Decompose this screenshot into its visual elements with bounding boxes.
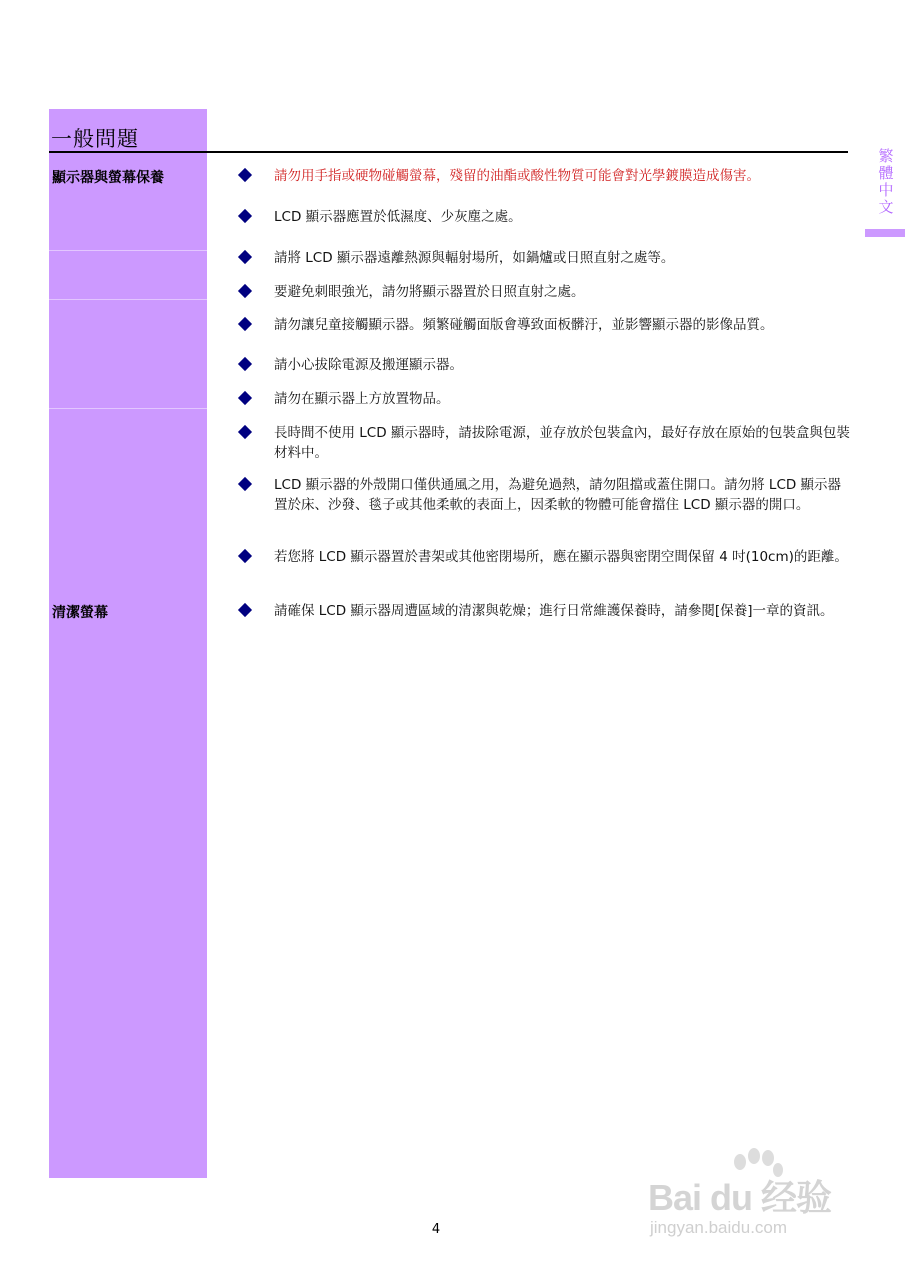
list-item: [236, 423, 850, 463]
list-item-text: 要避免刺眼強光，請勿將顯示器置於日照直射之處。: [274, 284, 585, 300]
list-item-text: LCD 顯示器的外殼開口僅供通風之用，為避免過熱，請勿阻擋或蓋住開口。請勿將 LCD 顯示器置於床、沙發、毯子或其他柔軟的表面上，因柔軟的物體可能會擋住 LCD 顯示器的開口。: [274, 477, 842, 513]
title-rule: [49, 151, 848, 153]
list-item-text: 請小心拔除電源及搬運顯示器。: [274, 357, 463, 373]
diamond-bullet-icon: [238, 425, 252, 439]
diamond-bullet-icon: [238, 209, 252, 223]
language-tab-bar: [865, 229, 905, 237]
language-tab-char: 文: [878, 198, 894, 216]
list-item: [236, 207, 850, 227]
list-item: [236, 475, 850, 515]
baidu-watermark: [640, 1148, 860, 1248]
sidebar-divider: [49, 299, 207, 300]
list-item: [236, 355, 850, 375]
list-item-text: 請勿用手指或硬物碰觸螢幕，殘留的油酯或酸性物質可能會對光學鍍膜造成傷害。: [274, 168, 760, 184]
language-tab-char: 繁: [878, 147, 894, 165]
page-title: 一般問題: [51, 127, 139, 151]
language-tab-char: 中: [878, 181, 894, 199]
list-item: [236, 601, 850, 621]
list-item: [236, 282, 850, 302]
language-tab: [876, 148, 896, 216]
diamond-bullet-icon: [238, 549, 252, 563]
language-tab-char: 體: [878, 164, 894, 182]
list-item: [236, 389, 850, 409]
list-item-text: 請確保 LCD 顯示器周遭區域的清潔與乾燥；進行日常維護保養時，請參閱[保養]一章的資訊。: [274, 603, 834, 619]
diamond-bullet-icon: [238, 284, 252, 298]
list-item: [236, 248, 850, 268]
diamond-bullet-icon: [238, 477, 252, 491]
list-item-text: 若您將 LCD 顯示器置於書架或其他密閉場所，應在顯示器與密閉空間保留 4 吋(10cm)的距離。: [274, 549, 848, 565]
diamond-bullet-icon: [238, 357, 252, 371]
watermark-logo: Bai du 经验: [648, 1177, 832, 1218]
list-item-text: 請勿讓兒童接觸顯示器。頻繁碰觸面版會導致面板髒汙，並影響顯示器的影像品質。: [274, 317, 774, 333]
page-number: 4: [431, 1222, 441, 1237]
section-label-screen-cleaning: 清潔螢幕: [52, 605, 108, 621]
list-item-text: 長時間不使用 LCD 顯示器時，請拔除電源，並存放於包裝盒內，最好存放在原始的包裝盒與包裝材料中。: [274, 425, 850, 461]
section-label-monitor-care: 顯示器與螢幕保養: [52, 170, 164, 186]
list-item-text: 請勿在顯示器上方放置物品。: [274, 391, 450, 407]
diamond-bullet-icon: [238, 168, 252, 182]
sidebar-divider: [49, 250, 207, 251]
list-item-text: 請將 LCD 顯示器遠離熱源與輻射場所，如鍋爐或日照直射之處等。: [274, 250, 675, 266]
sidebar-column: [49, 109, 207, 1178]
diamond-bullet-icon: [238, 603, 252, 617]
diamond-bullet-icon: [238, 250, 252, 264]
sidebar-divider: [49, 408, 207, 409]
list-item: [236, 166, 850, 186]
watermark-url: jingyan.baidu.com: [650, 1218, 788, 1237]
list-item-text: LCD 顯示器應置於低濕度、少灰塵之處。: [274, 209, 522, 225]
list-item: [236, 315, 850, 335]
diamond-bullet-icon: [238, 391, 252, 405]
diamond-bullet-icon: [238, 317, 252, 331]
list-item: [236, 547, 850, 567]
